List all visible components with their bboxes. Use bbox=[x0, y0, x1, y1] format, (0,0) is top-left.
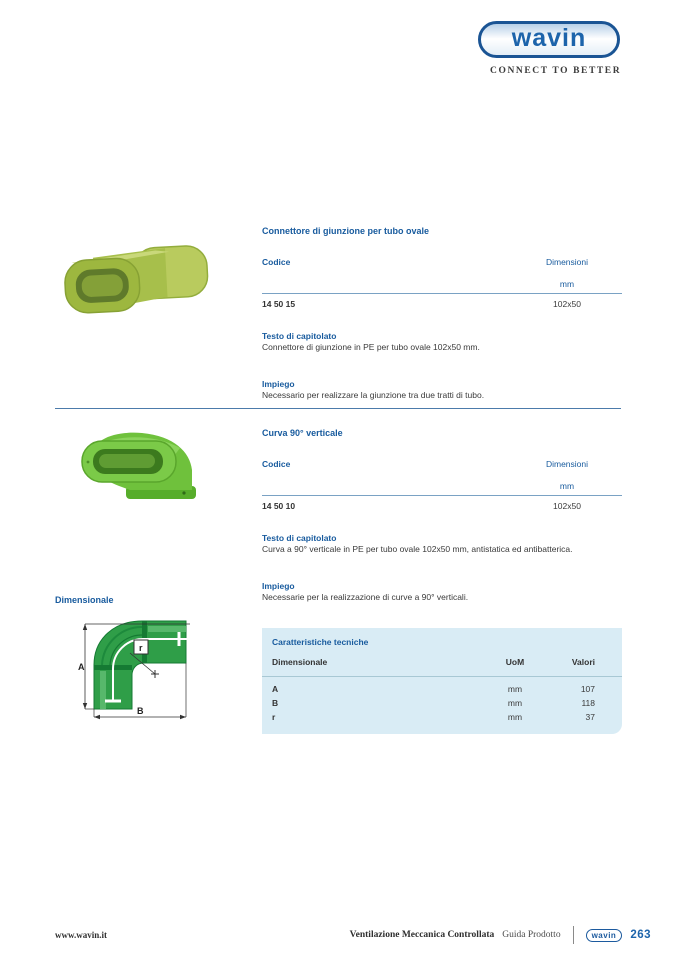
col-dimensioni: Dimensioni bbox=[545, 257, 589, 267]
tech-table-title: Caratteristiche tecniche bbox=[272, 637, 369, 647]
brand-tagline: CONNECT TO BETTER bbox=[490, 66, 622, 76]
product-image-oval-connector bbox=[58, 231, 216, 319]
dimensional-label: Dimensionale bbox=[55, 595, 114, 605]
spec-text: Connettore di giunzione in PE per tubo ovale 102x50 mm. bbox=[262, 342, 480, 352]
tech-table-row bbox=[272, 710, 608, 724]
section-divider bbox=[55, 408, 621, 409]
code-table-unit-row bbox=[262, 481, 622, 491]
product-title: Curva 90° verticale bbox=[262, 428, 343, 438]
wavin-logo-small: wavin bbox=[586, 929, 623, 942]
col-unit: mm bbox=[559, 279, 575, 289]
label-a: A bbox=[78, 662, 85, 672]
tech-table-row bbox=[272, 696, 608, 710]
elbow-highlight-horizontal bbox=[148, 626, 186, 632]
curve-side-hole bbox=[87, 461, 90, 464]
row-name: A bbox=[272, 684, 279, 694]
footer-website-link[interactable]: www.wavin.it bbox=[55, 930, 108, 940]
use-text: Necessarie per la realizzazione di curve a 90° verticali. bbox=[262, 592, 469, 602]
spec-block bbox=[262, 331, 622, 353]
row-name: r bbox=[272, 712, 276, 722]
header-dimensionale: Dimensionale bbox=[272, 657, 328, 667]
footer-doc-subtitle: Guida Prodotto bbox=[502, 930, 561, 940]
table-row bbox=[262, 299, 622, 309]
row-value: 107 bbox=[580, 684, 595, 694]
product-dimension: 102x50 bbox=[553, 501, 581, 511]
footer-doc-title: Ventilazione Meccanica Controllata bbox=[349, 930, 495, 940]
code-table-unit-row bbox=[262, 279, 622, 289]
use-label: Impiego bbox=[262, 581, 295, 591]
table-rule bbox=[262, 495, 622, 496]
tech-table-rule bbox=[262, 676, 622, 677]
use-block bbox=[262, 581, 622, 603]
dimensional-drawing bbox=[78, 611, 194, 724]
page-number: 263 bbox=[630, 929, 651, 941]
spec-label: Testo di capitolato bbox=[262, 533, 337, 543]
use-text: Necessario per realizzare la giunzione tra due tratti di tubo. bbox=[262, 390, 485, 400]
curve-flange-hole bbox=[182, 491, 185, 494]
product-section-connettore bbox=[262, 226, 622, 401]
product-code: 14 50 10 bbox=[262, 501, 296, 511]
code-table-header bbox=[262, 459, 622, 470]
use-block bbox=[262, 379, 622, 401]
header-valori: Valori bbox=[571, 657, 595, 667]
elbow-highlight-vertical bbox=[100, 671, 106, 709]
product-title: Connettore di giunzione per tubo ovale bbox=[262, 226, 430, 236]
arrow-a-bottom bbox=[83, 703, 87, 709]
row-uom: mm bbox=[507, 684, 523, 694]
col-codice: Codice bbox=[262, 459, 291, 469]
col-unit: mm bbox=[559, 481, 575, 491]
row-uom: mm bbox=[507, 712, 523, 722]
spec-label: Testo di capitolato bbox=[262, 331, 337, 341]
spec-block bbox=[262, 533, 622, 555]
product-image-vertical-curve bbox=[76, 426, 206, 504]
code-table-header bbox=[262, 257, 622, 268]
header-uom: UoM bbox=[505, 657, 525, 667]
arrow-b-left bbox=[94, 715, 100, 719]
table-row bbox=[262, 501, 622, 511]
product-code: 14 50 15 bbox=[262, 299, 296, 309]
row-uom: mm bbox=[507, 698, 523, 708]
product-section-curva bbox=[262, 428, 622, 603]
label-r: r bbox=[139, 643, 143, 653]
connector-inner-wall bbox=[81, 274, 123, 298]
use-label: Impiego bbox=[262, 379, 295, 389]
col-codice: Codice bbox=[262, 257, 291, 267]
tech-table-header bbox=[272, 657, 608, 668]
footer-divider bbox=[573, 926, 574, 944]
table-rule bbox=[262, 293, 622, 294]
curve-inner-wall bbox=[99, 454, 155, 468]
arrow-a-top bbox=[83, 624, 87, 630]
row-value: 37 bbox=[585, 712, 595, 722]
product-dimension: 102x50 bbox=[553, 299, 581, 309]
footer-right bbox=[350, 926, 651, 944]
tech-table-row bbox=[272, 682, 608, 696]
row-name: B bbox=[272, 698, 279, 708]
col-dimensioni: Dimensioni bbox=[545, 459, 589, 469]
label-b: B bbox=[137, 706, 144, 716]
wavin-logo bbox=[478, 21, 620, 58]
spec-text: Curva a 90° verticale in PE per tubo ovale 102x50 mm, antistatica ed antibatterica. bbox=[262, 544, 573, 554]
arrow-b-right bbox=[180, 715, 186, 719]
tech-table bbox=[262, 628, 622, 734]
wavin-logo-text: wavin bbox=[511, 24, 587, 52]
row-value: 118 bbox=[581, 698, 595, 708]
